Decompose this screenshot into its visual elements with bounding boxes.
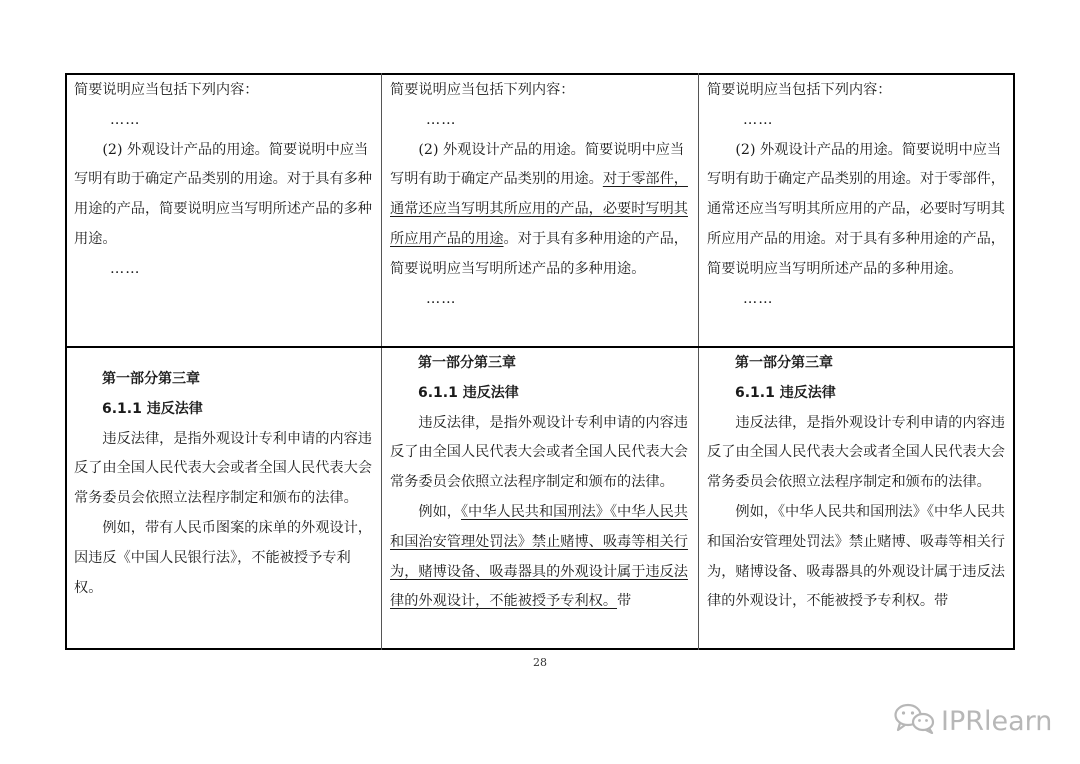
bottom-cell-col1: [74, 365, 374, 645]
ellipsis: ……: [110, 111, 141, 128]
paragraph-text: (2) 外观设计产品的用途。简要说明中应当写明有助于确定产品类别的用途。: [390, 141, 685, 188]
comparison-table: [65, 73, 1015, 650]
paragraph: [390, 498, 690, 617]
ellipsis: ……: [743, 111, 774, 128]
top-cell-col2: [390, 76, 690, 314]
paragraph-text: 例如，: [418, 503, 461, 520]
section-heading: 第一部分第三章: [102, 371, 200, 387]
ellipsis: ……: [426, 111, 457, 128]
watermark: [893, 702, 1052, 741]
intro-text: 简要说明应当包括下列内容：: [707, 82, 892, 98]
paragraph-text: 。对于具有多种用途的产品，简要说明应当写明所述产品的多种用途。: [390, 230, 688, 277]
intro-text: 简要说明应当包括下列内容：: [390, 82, 575, 98]
ellipsis: ……: [110, 260, 141, 277]
top-cell-col3: [707, 76, 1007, 314]
bottom-cell-col3: [707, 349, 1007, 645]
wechat-icon: [893, 702, 937, 741]
intro-text: 简要说明应当包括下列内容：: [74, 82, 259, 98]
paragraph: (2) 外观设计产品的用途。简要说明中应当写明有助于确定产品类别的用途。对于零部件，通常还应当写明其所应用的产品，必要时写明其所应用产品的用途。对于具有多种用途的产品，简要说明应当写明所述产品的多种用途。: [707, 141, 1005, 277]
paragraph: (2) 外观设计产品的用途。简要说明中应当写明有助于确定产品类别的用途。对于具有多种用途的产品，简要说明应当写明所述产品的多种用途。: [74, 141, 372, 247]
underlined-amendment: 对于零部件，通常还应当写明其所应用的产品，必要时写明其所应用产品的用途: [390, 171, 688, 247]
bottom-cell-col2: [390, 349, 690, 645]
paragraph: 例如，带有人民币图案的床单的外观设计，因违反《中国人民银行法》，不能被授予专利权。: [74, 519, 372, 596]
row-divider: [65, 346, 1015, 348]
top-cell-col1: [74, 76, 374, 285]
paragraph: 违反法律，是指外观设计专利申请的内容违反了由全国人民代表大会或者全国人民代表大会常务委员会依照立法程序制定和颁布的法律。: [707, 414, 1005, 491]
ellipsis: ……: [426, 290, 457, 307]
column-divider: [381, 73, 382, 650]
column-divider: [698, 73, 699, 650]
paragraph: 例如，《中华人民共和国刑法》《中华人民共和国治安管理处罚法》禁止赌博、吸毒等相关行为，赌博设备、吸毒器具的外观设计属于违反法律的外观设计，不能被授予专利权。带: [707, 503, 1005, 610]
section-heading: 第一部分第三章: [735, 355, 833, 371]
section-subheading: 6.1.1 违反法律: [418, 384, 519, 401]
section-subheading: 6.1.1 违反法律: [735, 384, 836, 401]
paragraph: [390, 136, 690, 285]
paragraph: 违反法律，是指外观设计专利申请的内容违反了由全国人民代表大会或者全国人民代表大会常务委员会依照立法程序制定和颁布的法律。: [74, 430, 372, 507]
paragraph-text: 带: [617, 593, 632, 610]
paragraph: 违反法律，是指外观设计专利申请的内容违反了由全国人民代表大会或者全国人民代表大会常务委员会依照立法程序制定和颁布的法律。: [390, 414, 688, 491]
section-heading: 第一部分第三章: [418, 355, 516, 371]
watermark-text: IPRlearn: [941, 706, 1053, 737]
ellipsis: ……: [743, 290, 774, 307]
section-subheading: 6.1.1 违反法律: [102, 400, 203, 417]
page-number: 28: [533, 656, 547, 669]
underlined-amendment: 《中华人民共和国刑法》《中华人民共和国治安管理处罚法》禁止赌博、吸毒等相关行为，赌博设备、吸毒器具的外观设计属于违反法律的外观设计，不能被授予专利权。: [390, 503, 688, 610]
